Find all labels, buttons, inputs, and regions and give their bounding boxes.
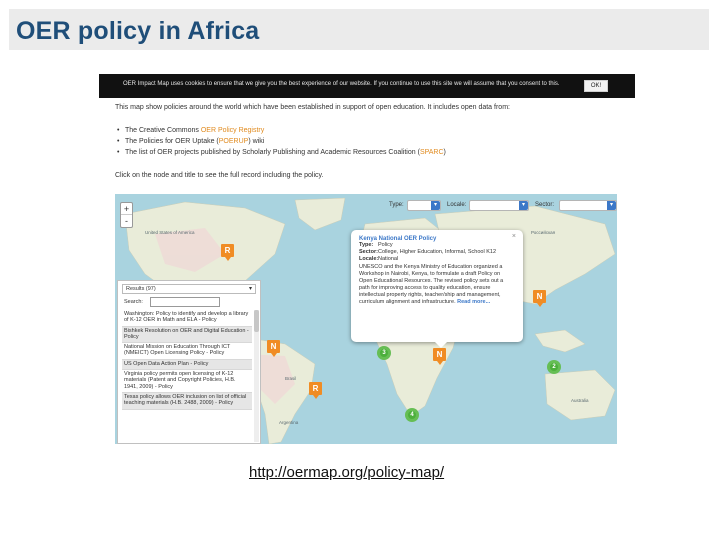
popup-description: UNESCO and the Kenya Ministry of Education organized a Workshop in Nairobi, Kenya, to formulate a draft Policy on Open Educational Resources. The revised policy sets out a path for improving access to quality education, ensure intellectual property rights, teacher/ship and management, curriculum alignment and infrastructure. Read more...	[359, 264, 504, 305]
chevron-down-icon: ▾	[607, 201, 616, 210]
place-label-brasil: Brasil	[285, 376, 297, 381]
cookie-message: OER Impact Map uses cookies to ensure that we give you the best experience of our website. If you continue to use this site we will assume that you consent to this.	[123, 81, 560, 87]
popup-title-link[interactable]: Kenya National OER Policy	[359, 236, 437, 242]
chevron-down-icon: ▾	[431, 201, 440, 210]
policy-map[interactable]	[115, 194, 617, 444]
locale-select[interactable]	[469, 200, 529, 211]
list-item[interactable]: Virginia policy permits open licensing of K-12 materials (Patent and Copyright Policies, H.B. 1941, 2009) - Policy	[122, 370, 252, 393]
close-icon[interactable]: ×	[511, 233, 516, 240]
locale-filter	[447, 200, 527, 212]
click-note: Click on the node and title to see the full record including the policy.	[115, 172, 324, 179]
list-item[interactable]: National Mission on Education Through ICT (NMEICT) Open Licensing Policy - Policy	[122, 343, 252, 360]
chevron-down-icon: ▾	[519, 201, 528, 210]
popup-pointer	[435, 342, 447, 348]
zoom-in-button[interactable]: +	[121, 203, 132, 215]
popup-locale-row: Locale:National	[359, 256, 399, 262]
list-item[interactable]: Washington: Policy to identify and develop a library of K-12 OER in Math and ELA - Policy	[122, 310, 252, 327]
slide-title: OER policy in Africa	[16, 17, 260, 45]
map-marker[interactable]: R	[221, 244, 234, 257]
type-filter-label: Type:	[389, 202, 404, 208]
zoom-control	[120, 202, 133, 228]
sector-filter	[535, 200, 615, 212]
zoom-out-button[interactable]: -	[125, 216, 128, 226]
results-panel	[117, 280, 261, 444]
source-link-poerup[interactable]: POERUP	[218, 138, 249, 145]
source-item: • The list of OER projects published by Scholarly Publishing and Academic Resources Coalition (SPARC)	[117, 149, 446, 156]
place-label-russia: Российская	[531, 230, 556, 235]
read-more-link[interactable]: Read more...	[457, 299, 491, 305]
sector-filter-label: Sector:	[535, 202, 555, 208]
list-item[interactable]: Texas policy allows OER inclusion on list of official teaching materials (H.B. 2488, 2009) - Policy	[122, 393, 252, 410]
cookie-ok-button[interactable]: OK!	[584, 80, 608, 92]
place-label-argentina: Argentina	[279, 420, 299, 425]
list-item[interactable]: Bishkek Resolution on OER and Digital Education - Policy	[122, 327, 252, 344]
source-item: • The Creative Commons OER Policy Registry	[117, 127, 265, 134]
map-marker-kenya[interactable]: N	[433, 348, 446, 361]
chevron-down-icon: ▾	[248, 286, 252, 292]
list-item[interactable]: US Open Data Action Plan - Policy	[122, 360, 252, 370]
popup-type-row: Type: Policy	[359, 242, 393, 248]
source-link-oer-policy-registry[interactable]: OER Policy Registry	[200, 127, 265, 134]
policy-popup	[351, 230, 523, 342]
popup-sector-row: Sector:College, Higher Education, Informal, School K12	[359, 249, 497, 255]
results-list	[122, 310, 252, 444]
map-cluster[interactable]: 3	[377, 346, 391, 360]
results-scrollbar[interactable]	[254, 310, 259, 442]
source-item: • The Policies for OER Uptake (POERUP) wiki	[117, 138, 265, 145]
source-link-sparc[interactable]: SPARC	[419, 149, 444, 156]
slide-title-bar	[9, 9, 709, 50]
map-cluster[interactable]: 2	[547, 360, 561, 374]
locale-filter-label: Locale:	[447, 202, 467, 208]
sector-select[interactable]	[559, 200, 617, 211]
type-filter	[389, 200, 445, 212]
map-marker[interactable]: N	[533, 290, 546, 303]
cookie-banner	[99, 74, 635, 98]
place-label-australia: Australia	[571, 398, 589, 403]
map-cluster[interactable]: 4	[405, 408, 419, 422]
intro-text: This map show policies around the world which have been established in support of open education. It includes open data from:	[115, 104, 510, 111]
place-label-usa: United States of America	[145, 230, 195, 235]
map-marker[interactable]: R	[309, 382, 322, 395]
scrollbar-thumb[interactable]	[254, 310, 259, 332]
results-search-input[interactable]	[150, 297, 220, 307]
type-select[interactable]	[407, 200, 441, 211]
source-list	[117, 125, 446, 158]
website-screenshot	[99, 74, 635, 446]
map-marker[interactable]: N	[267, 340, 280, 353]
results-header[interactable]: Results (97) ▾	[122, 284, 256, 294]
policy-map-url[interactable]: http://oermap.org/policy-map/	[249, 464, 445, 481]
results-search-label: Search:	[124, 299, 143, 305]
